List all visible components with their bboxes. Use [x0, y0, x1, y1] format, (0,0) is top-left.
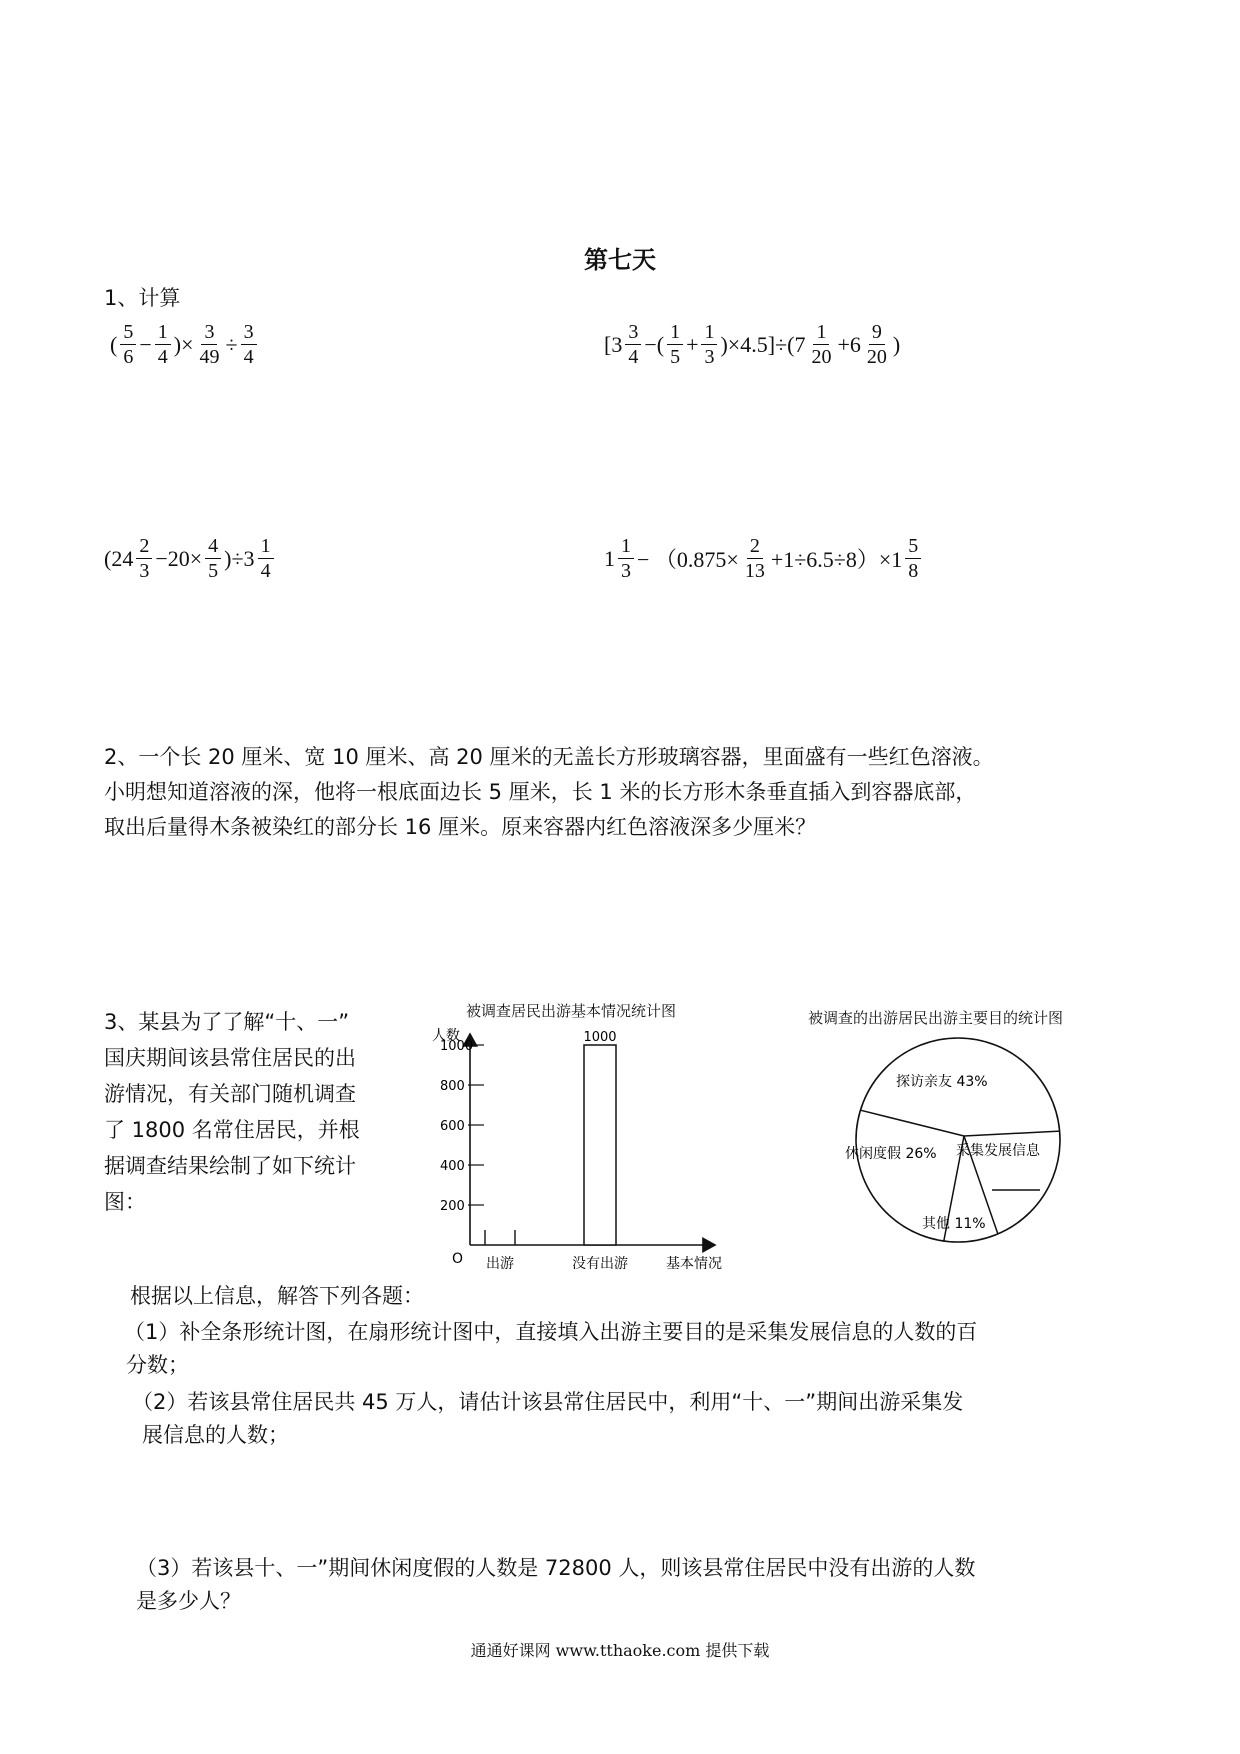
- q2-line: 取出后量得木条被染红的部分长 16 厘米。原来容器内红色溶液深多少厘米？: [104, 815, 817, 839]
- y-tick-label: 600: [440, 1119, 465, 1134]
- origin-label: O: [452, 1251, 464, 1267]
- q3-sub-2-line: 展信息的人数；: [142, 1423, 289, 1447]
- x-tick-label: 出游: [486, 1256, 514, 1272]
- expr-2: [3 $\frac{3}{4}$ −( $\frac{1}{5}$ + $\frac{1}{3}$ )×4.5]÷(7 $\frac{1}{20}$ +6 $\frac{9}{20}$ ): [604, 321, 901, 368]
- expr-4: 1 $\frac{1}{3}$ − （0.875× $\frac{2}{13}$ +1÷6.5÷8）×1 $\frac{5}{8}$: [604, 534, 924, 583]
- q3-sub-3-line: （3）若该县十、一”期间休闲度假的人数是 72800 人，则该县常住居民中没有出游的人数: [136, 1556, 976, 1580]
- q3-sub-3-line: 是多少人？: [136, 1589, 241, 1613]
- bar-chart: [430, 1020, 750, 1290]
- expr-3: (24 $\frac{2}{3}$ −20× $\frac{4}{5}$ )÷3 $\frac{1}{4}$: [104, 534, 277, 583]
- q3-intro: [104, 1004, 424, 1220]
- pie-chart: [840, 1030, 1080, 1250]
- pie-label-other: 其他 11%: [922, 1216, 986, 1232]
- x-tick-label: 没有出游: [572, 1256, 628, 1272]
- q1-label: 1、计算: [104, 286, 181, 310]
- y-tick-label: 800: [440, 1079, 465, 1094]
- bar-no-travel: [584, 1045, 616, 1245]
- pie-label-visit: 探访亲友 43%: [896, 1074, 988, 1090]
- q3-intro-line: 据调查结果绘制了如下统计: [104, 1154, 356, 1178]
- bar-chart-title: 被调查居民出游基本情况统计图: [466, 1002, 677, 1020]
- q3-sub-3: [136, 1552, 1146, 1618]
- pie-circle: [856, 1038, 1060, 1242]
- q3-intro-line: 游情况，有关部门随机调查: [104, 1082, 356, 1106]
- pie-label-leisure: 休闲度假 26%: [845, 1146, 937, 1162]
- q3-intro-line: 了 1800 名常住居民，并根: [104, 1118, 360, 1142]
- y-tick-label: 200: [440, 1199, 465, 1214]
- q3-intro-line: 国庆期间该县常住居民的出: [104, 1046, 356, 1070]
- page-title: 第七天: [584, 246, 656, 274]
- y-tick-label: 400: [440, 1159, 465, 1174]
- q3-sub-2: [132, 1386, 1142, 1452]
- x-axis-label: 基本情况: [666, 1256, 722, 1272]
- y-tick-label: 1000: [440, 1039, 474, 1054]
- q3-sub-1: [124, 1316, 1144, 1382]
- q2-paragraph: [104, 740, 1144, 845]
- q3-sub-1-line: 分数；: [126, 1353, 189, 1377]
- bar-data-label: 1000: [583, 1030, 617, 1045]
- q3-sub-2-line: （2）若该县常住居民共 45 万人，请估计该县常住居民中，利用“十、一”期间出游采集发: [132, 1390, 964, 1414]
- footer: 通通好课网 www.tthaoke.com 提供下载: [470, 1641, 770, 1660]
- q2-line: 小明想知道溶液的深，他将一根底面边长 5 厘米，长 1 米的长方形木条垂直插入到容器底部，: [104, 780, 977, 804]
- q3-sub-1-line: （1）补全条形统计图，在扇形统计图中，直接填入出游主要目的是采集发展信息的人数的百: [124, 1320, 978, 1344]
- q2-line: 2、一个长 20 厘米、宽 10 厘米、高 20 厘米的无盖长方形玻璃容器，里面盛有一些红色溶液。: [104, 745, 994, 769]
- q3-intro-line: 3、某县为了了解“十、一”: [104, 1010, 350, 1034]
- expr-1: ( $\frac{5}{6}$ − $\frac{1}{4}$ )× $\frac{3}{49}$ ÷ $\frac{3}{4}$: [110, 320, 260, 369]
- pie-label-info: 采集发展信息: [956, 1143, 1040, 1159]
- q3-sub-intro: 根据以上信息，解答下列各题：: [130, 1284, 424, 1308]
- y-axis-label: 人数: [432, 1028, 460, 1044]
- pie-chart-title: 被调查的出游居民出游主要目的统计图: [808, 1009, 1064, 1027]
- q3-intro-line: 图：: [104, 1190, 146, 1214]
